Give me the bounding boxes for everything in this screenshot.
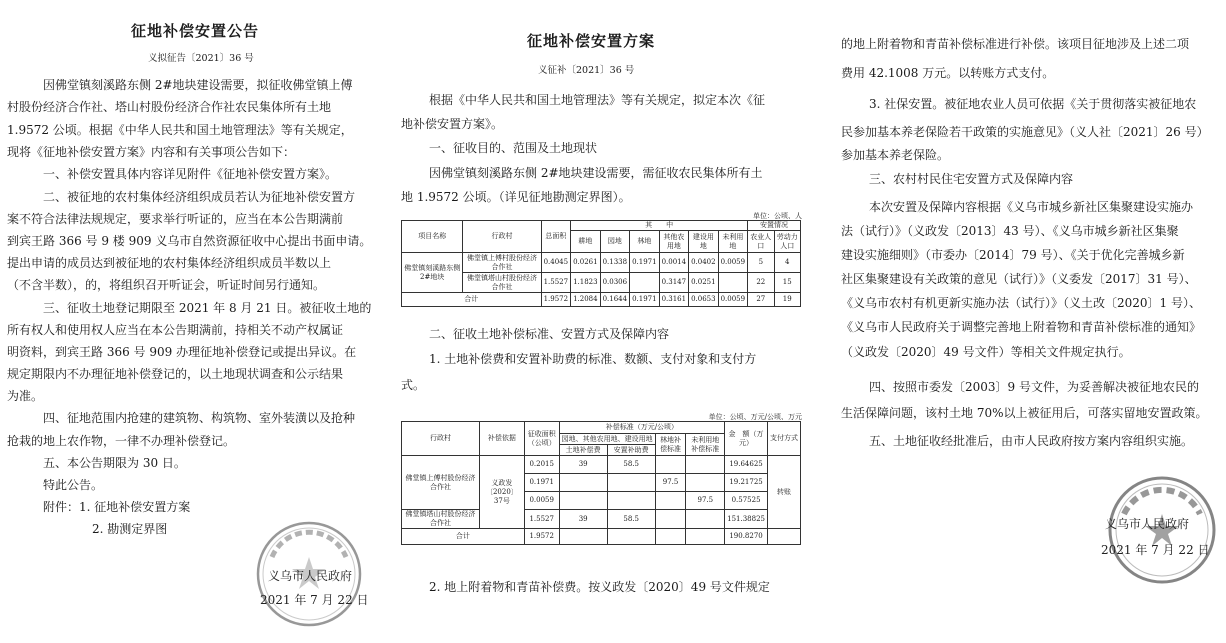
table-total-row	[402, 529, 801, 545]
table-cell: 19.64625	[725, 456, 768, 474]
table-header: 安置情况	[748, 221, 801, 231]
plan-line: 法（试行）》（义政发〔2013〕43 号）、《义乌市城乡新社区集聚	[841, 224, 1179, 238]
plan-line: 《义乌市农村有机更新实施办法（试行）》（义土改〔2020〕1 号）、	[841, 296, 1201, 310]
table-header: 安置补助费	[607, 445, 655, 456]
notice-line: 因佛堂镇刻溪路东侧 2#地块建设需要，拟征收佛堂镇上傅	[43, 78, 353, 92]
table-header: 行政村	[402, 422, 480, 456]
table-row	[402, 253, 801, 273]
table-cell: 0.1971	[630, 293, 660, 307]
table-cell: 0.0402	[689, 253, 719, 273]
plan-line: 五、土地征收经批准后，由市人民政府按方案内容组织实施。	[869, 434, 1194, 448]
plan-line: 本次安置及保障内容根据《义乌市城乡新社区集聚建设实施办	[869, 200, 1194, 214]
table-cell: 151.38825	[725, 510, 768, 529]
table-cell: 0.1971	[524, 474, 559, 492]
table-cell: 22	[748, 273, 774, 293]
table-cell	[607, 474, 655, 492]
table-cell: 0.57525	[725, 492, 768, 510]
table-header: 征收面积（公顷）	[524, 422, 559, 456]
plan-line: 的地上附着物和青苗补偿标准进行补偿。该项目征地涉及上述二项	[841, 37, 1190, 51]
notice-line: 案不符合法律法规规定，要求举行听证的，应当在本公告期满前	[7, 212, 344, 226]
table-header: 建设用地	[689, 231, 719, 253]
table-header: 总面积	[541, 221, 571, 253]
notice-line: 二、被征地的农村集体经济组织成员若认为征地补偿安置方	[43, 190, 356, 204]
plan-line: 2. 地上附着物和青苗补偿费。按义政发〔2020〕49 号文件规定	[429, 580, 770, 594]
table-cell: 佛堂镇上傅村股份经济合作社	[463, 253, 541, 273]
notice-title: 征地补偿安置公告	[131, 22, 260, 40]
table-cell: 0.0653	[689, 293, 719, 307]
plan-line: 参加基本养老保险。	[841, 148, 950, 162]
notice-line: 到宾王路 366 号 9 楼 909 义乌市自然资源征收中心提出书面申请。	[7, 234, 372, 248]
table-cell: 97.5	[655, 474, 686, 492]
table-cell: 0.4045	[541, 253, 571, 273]
plan-line: 费用 42.1008 万元。以转账方式支付。	[841, 66, 1055, 80]
table-cell: 0.3161	[659, 293, 689, 307]
table-cell	[718, 273, 748, 293]
table-row	[402, 510, 801, 529]
table-cell: 19.21725	[725, 474, 768, 492]
plan-line: （义政发〔2020〕49 号文件）等相关文件规定执行。	[841, 345, 1131, 359]
plan-line: 生活保障问题，该村土地 70%以上被征用后，可落实留地安置政策。	[841, 406, 1208, 420]
notice-line: 三、征收土地登记期限至 2021 年 8 月 21 日。被征收土地的	[43, 301, 372, 315]
table-cell: 39	[559, 510, 607, 529]
notice-line: 四、征地范围内抢建的建筑物、构筑物、室外装潢以及抢种	[43, 411, 356, 425]
table-cell: 0.0014	[659, 253, 689, 273]
notice-line: 明资料，到宾王路 366 号 909 办理征地补偿登记或提出异议。在	[7, 345, 357, 359]
table-header: 行政村	[463, 221, 541, 253]
plan-line: 式。	[401, 378, 426, 392]
table-header: 项目名称	[402, 221, 463, 253]
table-header: 其 中	[571, 221, 748, 231]
table-cell: 0.1338	[600, 253, 630, 273]
table-cell: 0.3147	[659, 273, 689, 293]
table-cell: 0.0059	[718, 253, 748, 273]
table-cell: 1.5527	[541, 273, 571, 293]
notice-line: 所有权人和使用权人应当在本公告期满前，持相关不动产权属证	[7, 323, 344, 337]
plan-line: 建设实施细则》（市委办〔2014〕79 号）、《关于优化完善城乡新	[841, 248, 1185, 262]
plan-sign-date: 2021 年 7 月 22 日	[1101, 543, 1210, 557]
table-cell: 1.9572	[541, 293, 571, 307]
section-heading: 一、征收目的、范围及土地现状	[429, 141, 598, 155]
table-header: 耕地	[571, 231, 601, 253]
plan-line: 民参加基本养老保险若干政策的实施意见》（义人社〔2021〕26 号）	[841, 125, 1209, 139]
table-cell: 1.9572	[524, 529, 559, 545]
table-row	[402, 456, 801, 474]
table-cell: 1.2084	[571, 293, 601, 307]
notice-line: 1.9572 公顷。根据《中华人民共和国土地管理法》等有关规定，	[7, 123, 353, 137]
table-header: 金 额（万元）	[725, 422, 768, 456]
plan-line: 3. 社保安置。被征地农业人员可依据《关于贯彻落实被征地农	[869, 97, 1197, 111]
table-cell	[686, 474, 725, 492]
table-cell: 15	[774, 273, 800, 293]
table-header: 未利用地补偿标准	[686, 434, 725, 456]
table2-unit: 单位：公顷、万元/公顷、万元	[708, 413, 802, 421]
table-cell	[607, 492, 655, 510]
notice-doc-number: 义拟征告〔2021〕36 号	[148, 53, 254, 64]
plan-line: 1. 土地补偿费和安置补助费的标准、数额、支付对象和支付方	[429, 352, 757, 366]
table-cell: 0.0059	[524, 492, 559, 510]
table-header: 林地补偿标准	[655, 434, 686, 456]
table-cell: 义政发〔2020〕37号	[479, 456, 524, 529]
table-cell: 27	[748, 293, 774, 307]
plan-sign-org: 义乌市人民政府	[1105, 517, 1190, 531]
table-header: 补偿标准（万元/公顷）	[559, 422, 724, 434]
table-cell: 合计	[402, 529, 525, 545]
table-header: 其他农用地	[659, 231, 689, 253]
table1-unit: 单位：公顷、人	[753, 212, 802, 220]
table-cell: 合计	[402, 293, 542, 307]
table-header: 林地	[630, 231, 660, 253]
plan-title: 征地补偿安置方案	[527, 32, 656, 50]
table-cell: 58.5	[607, 510, 655, 529]
notice-line: 规定期限内不办理征地补偿登记的，以土地现状调查和公示结果	[7, 367, 344, 381]
table-cell: 0.0251	[689, 273, 719, 293]
table-header: 农业人口	[748, 231, 774, 253]
table-cell: 0.2015	[524, 456, 559, 474]
table-header: 补偿依据	[479, 422, 524, 456]
notice-line: 村股份经济合作社、塔山村股份经济合作社农民集体所有土地	[7, 100, 332, 114]
table-cell: 佛堂镇塔山村股份经济合作社	[402, 510, 480, 529]
notice-line: 提出申请的成员达到被征地的农村集体经济组织成员半数以上	[7, 256, 332, 270]
table-cell	[686, 456, 725, 474]
plan-line: 根据《中华人民共和国土地管理法》等有关规定，拟定本次《征	[429, 93, 766, 107]
notice-line: 现将《征地补偿安置方案》内容和有关事项公告如下：	[7, 145, 296, 159]
table-header: 支付方式	[768, 422, 801, 456]
notice-line: 一、补偿安置具体内容详见附件《征地补偿安置方案》。	[43, 167, 338, 181]
table-cell: 19	[774, 293, 800, 307]
table-cell: 97.5	[686, 492, 725, 510]
table-cell: 0.0059	[718, 293, 748, 307]
table-cell	[630, 273, 660, 293]
notice-line: （不含半数），的，将组织召开听证会，听证时间另行通知。	[7, 278, 326, 292]
table-cell: 佛堂镇刻溪路东侧2#地块	[402, 253, 463, 293]
table-cell	[686, 510, 725, 529]
table-header: 园地、其他农用地、建设用地	[559, 434, 655, 445]
plan-line: 因佛堂镇刻溪路东侧 2#地块建设需要，需征收农民集体所有土	[429, 166, 763, 180]
table-header: 园地	[600, 231, 630, 253]
table-header: 土地补偿费	[559, 445, 607, 456]
plan-line: 四、按照市委发〔2003〕9 号文件，为妥善解决被征地农民的	[869, 380, 1199, 394]
plan-line: 地 1.9572 公顷。（详见征地勘测定界图）。	[401, 190, 631, 204]
attachment-2: 2. 勘测定界图	[92, 522, 168, 536]
section-heading: 二、征收土地补偿标准、安置方式及保障内容	[429, 327, 670, 341]
table-cell	[559, 492, 607, 510]
land-status-table	[401, 220, 801, 307]
compensation-table	[401, 421, 801, 545]
table-cell: 58.5	[607, 456, 655, 474]
table-header: 未利用地	[718, 231, 748, 253]
notice-sign-date: 2021 年 7 月 22 日	[260, 593, 369, 607]
table-cell: 39	[559, 456, 607, 474]
notice-sign-org: 义乌市人民政府	[268, 569, 353, 583]
table-cell: 1.1823	[571, 273, 601, 293]
table-cell: 4	[774, 253, 800, 273]
table-cell	[655, 492, 686, 510]
plan-line: 《义乌市人民政府关于调整完善地上附着物和青苗补偿标准的通知》	[841, 320, 1202, 334]
plan-doc-number: 义征补〔2021〕36 号	[538, 65, 635, 76]
table-cell: 1.5527	[524, 510, 559, 529]
table-cell	[655, 456, 686, 474]
table-cell: 0.1644	[600, 293, 630, 307]
plan-line: 社区集聚建设有关政策的意见（试行）》（义委发〔2017〕31 号）、	[841, 272, 1197, 286]
table-cell: 佛堂镇塔山村股份经济合作社	[463, 273, 541, 293]
notice-line: 特此公告。	[43, 478, 104, 492]
table-cell: 佛堂镇上傅村股份经济合作社	[402, 456, 480, 510]
table-cell: 0.1971	[630, 253, 660, 273]
plan-line: 地补偿安置方案》。	[401, 117, 504, 131]
attachment-1: 附件：1. 征地补偿安置方案	[43, 500, 191, 514]
notice-line: 五、本公告期限为 30 日。	[43, 456, 186, 470]
table-cell	[559, 474, 607, 492]
section-heading: 三、农村村民住宅安置方式及保障内容	[869, 172, 1074, 186]
notice-line: 抢栽的地上农作物，一律不办理补偿登记。	[7, 434, 236, 448]
table-cell: 5	[748, 253, 774, 273]
notice-line: 为准。	[7, 389, 44, 403]
table-header: 劳动力人口	[774, 231, 800, 253]
table-cell	[655, 510, 686, 529]
table-cell: 190.8270	[725, 529, 768, 545]
table-total-row	[402, 293, 801, 307]
table-cell: 0.0261	[571, 253, 601, 273]
table-cell: 转账	[768, 456, 801, 529]
table-cell: 0.0306	[600, 273, 630, 293]
